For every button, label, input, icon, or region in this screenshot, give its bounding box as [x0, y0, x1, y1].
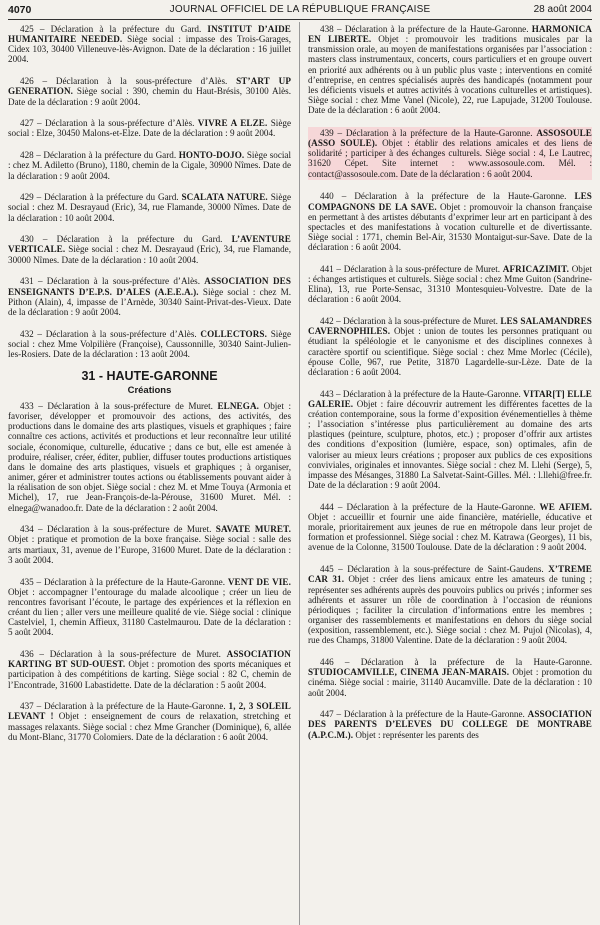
section-heading: 31 - HAUTE-GARONNE [81, 368, 218, 383]
declaration-entry: 435 – Déclaration à la préfecture de la Haute-Garonne. VENT DE VIE. Objet : accompagner l’entourage du malade alcoolique ; créer un lieu de rencontres favorisant l’écoute, le partage des expériences et la réflexion en créant du lien ; aller vers une meilleure qualité de vie. Siège social : clinique Castelviel, 1, chemin Affieux, 31180 Castelmaurou. Date de la déclaration : 5 août 2004. [8, 576, 291, 638]
declaration-entry: 426 – Déclaration à la sous-préfecture d’Alès. ST’ART UP GENERATION. Siège social : 390, chemin du Haut-Brésis, 30100 Alès. Date de la déclaration : 9 août 2004. [8, 76, 291, 107]
entries-before-section [8, 24, 291, 359]
declaration-entry: 446 – Déclaration à la préfecture de la Haute-Garonne. STUDIOCAMVILLE, CINEMA JEAN-MARAIS. Objet : promotion du cinéma. Siège social : mairie, 31140 Aucamville. Date de la déclaration : 10 août 2004. [308, 657, 592, 698]
journal-title: JOURNAL OFFICIEL DE LA RÉPUBLIQUE FRANÇAISE [169, 4, 431, 15]
header-rule [8, 19, 592, 20]
subsection-heading: Créations [127, 384, 172, 396]
declaration-entry: 442 – Déclaration à la sous-préfecture de Muret. LES SALAMANDRES CAVERNOPHILES. Objet : union de toutes les personnes pratiquant ou étudiant la spéléologie et le canyonisme et des disciplines connexes à caractère sportif ou scientifique. Siège social : chez Mme Morlec (Cécile), épouse Colle, 967, rue Petite, 31870 Lagardelle-sur-Lèze. Date de la déclaration : 6 août 2004. [308, 316, 592, 377]
declaration-entry: 428 – Déclaration à la préfecture du Gard. HONTO-DOJO. Siège social : chez M. Adiletto (Bruno), 1180, chemin de la Cigale, 30900 Nîmes. Date de la déclaration : 9 août 2004. [8, 150, 291, 181]
declaration-entry: 432 – Déclaration à la sous-préfecture d’Alès. COLLECTORS. Siège social : chez Mme Volpilière (Françoise), Caussonnille, 30340 Saint-Julien-les-Rosiers. Date de la déclaration : 13 août 2004. [8, 328, 291, 359]
declaration-entry: 437 – Déclaration à la préfecture de la Haute-Garonne. 1, 2, 3 SOLEIL LEVANT ! Objet : enseignement de cours de relaxation, stretching et massages relaxants. Siège social : chez Mme Grancher (Dominique), 6, allée du Mont-Blanc, 31770 Colomiers. Date de la déclaration : 6 août 2004. [8, 701, 291, 742]
right-column [308, 24, 592, 925]
declaration-entry: 438 – Déclaration à la préfecture de la Haute-Garonne. HARMONICA EN LIBERTE. Objet : promouvoir les traditions musicales par la transmission orale, au moyen de manifestations organisées par l’association : masters class instrumentaux, concerts, cours particuliers et en groupe ouvert en priorité aux adhérents ou à un public plus vaste ; interventions en comité d’entreprise, en centres spécialisés auprès des handicapés (notamment pour les déficients visuels et autres activités à vocations culturelles et artistiques). Siège social : chez Mme Vanel (Nicole), 22, rue Lapujade, 31200 Toulouse. Date de la déclaration : 6 août 2004. [308, 24, 592, 116]
declaration-entry: 441 – Déclaration à la sous-préfecture de Muret. AFRICAZIMIT. Objet : échanges artistiques et culturels. Siège social : chez Mme Guiton (Sandrine-Elina), 13, rue Porte-Sensac, 31310 Montesquieu-Volvestre. Date de la déclaration : 6 août 2004. [308, 263, 592, 305]
declaration-entry: 429 – Déclaration à la préfecture du Gard. SCALATA NATURE. Siège social : chez M. Desrayaud (Eric), 34, rue Flamande, 30000 Nîmes. Date de la déclaration : 10 août 2004. [8, 192, 291, 223]
declaration-entry: 433 – Déclaration à la sous-préfecture de Muret. ELNEGA. Objet : favoriser, développer et promouvoir des actions, des activités, des productions dans le domaine des arts plastiques, visuels et graphiques ; faire connaître ces actions, activités et productions et leur reconnaître leur utilité sociale, économique, culturelle, éducative ; dans ce but, elle est amenée à produire, réaliser, créer, éditer, publier, diffuser toutes productions artistiques dans le domaine des arts plastiques, visuels et graphiques ; à organiser, animer, gérer et administrer toutes actions ou établissements pouvant aider à la réalisation de son objet. Siège social : chez M. et Mme Touya (Armonia et Michel), 17, rue Jean-François-de-la-Pérouse, 31600 Muret. Mél. : elnega@wanadoo.fr. Date de la déclaration : 2 août 2004. [8, 400, 291, 513]
left-column [8, 24, 291, 925]
declaration-entry: 443 – Déclaration à la préfecture de la Haute-Garonne. VITAR[T] ELLE GALERIE. Objet : faire découvrir autrement les différentes facettes de la création contemporaine, sous la forme d’exposition événementielles à thème ; l’association s’intéresse plus particulièrement au domaine des arts plastiques (peinture, sculpture, photos, etc.) ; proposer d’offrir aux artistes des conditions d’exposition (lumière, espace, son) optimales, afin de valoriser au mieux leurs créations ; proposer aux publics de ces expositions conviviales, originales et innovantes. Siège social : chez M. Llehi (Serge), 5, impasse des Mésanges, 31880 La Salvetat-Saint-Gilles. Mél. : l.llehi@free.fr. Date de la déclaration : 9 août 2004. [308, 388, 592, 491]
declaration-entry: 427 – Déclaration à la sous-préfecture d’Alès. VIVRE A ELZE. Siège social : Elze, 30450 Malons-et-Elze. Date de la déclaration : 9 août 2004. [8, 118, 291, 139]
declaration-entry: 425 – Déclaration à la préfecture du Gard. INSTITUT D’AIDE HUMANITAIRE NEEDED. Siège social : impasse des Trois-Garages, Cidex 103, 30400 Villeneuve-lès-Avignon. Date de la déclaration : 16 juillet 2004. [8, 24, 291, 65]
highlighted-declaration-entry: 439 – Déclaration à la préfecture de la Haute-Garonne. ASSOSOULE (ASSO SOULE). Objet : établir des relations amicales et des liens de solidarité ; participer à des échanges culturels. Siège social : 4, Le Lautrec, 31620 Cépet. Site internet : www.assosoule.com. Mél. : contact@assosoule.com. Date de la déclaration : 6 août 2004. [308, 127, 592, 180]
declaration-entry: 445 – Déclaration à la sous-préfecture de Saint-Gaudens. X’TREME CAR 31. Objet : créer des liens amicaux entre les amateurs de tuning ; représenter ses adhérents auprès des pouvoirs publics ou privés ; informer ses adhérents et assurer un rôle de coordination à l’occasion de réunions périodiques ; faciliter la circulation d’informations entre les membres ; organiser des rassemblements et manifestations en dehors du siège social (exposition, rassemblement, etc.). Siège social : chez M. Pujol (Nicolas), 4, rue des Champs, 31800 Valentine. Date de la déclaration : 9 août 2004. [308, 564, 592, 646]
column-divider [299, 22, 300, 925]
declaration-entry: 440 – Déclaration à la préfecture de la Haute-Garonne. LES COMPAGNONS DE LA SAVE. Objet : promouvoir la chanson française en permettant à des artistes débutants d’exprimer leur art en participant à des spectacles et des manifestations à vocation culturelle et de divertissante. Siège social : 1771, chemin Bel-Air, 31530 Montaigut-sur-Save. Date de la déclaration : 6 août 2004. [308, 191, 592, 253]
declaration-entry: 436 – Déclaration à la sous-préfecture de Muret. ASSOCIATION KARTING BT SUD-OUEST. Objet : promotion des sports mécaniques et participation à des compétitions de karting. Siège social : 82 C, chemin de l’Encontrade, 31600 Labastidette. Date de la déclaration : 5 août 2004. [8, 649, 291, 690]
page-number: 4070 [8, 4, 32, 16]
page-header [8, 4, 592, 18]
entries-after-section [8, 401, 291, 742]
declaration-entry: 431 – Déclaration à la sous-préfecture d’Alès. ASSOCIATION DES ENSEIGNANTS D’E.P.S. D’ALES (A.E.E.A.). Siège social : chez M. Pithon (Alain), 4, impasse de l’Arnède, 30340 Saint-Privat-des-Vieux. Date de la déclaration : 9 août 2004. [8, 276, 291, 317]
issue-date: 28 août 2004 [533, 4, 592, 15]
declaration-entry: 447 – Déclaration à la préfecture de la Haute-Garonne. ASSOCIATION DES PARENTS D’ELEVES DU COLLEGE DE MONTRABE (A.P.C.M.). Objet : représenter les parents des [308, 709, 592, 740]
declaration-entry: 434 – Déclaration à la sous-préfecture de Muret. SAVATE MURET. Objet : pratique et promotion de la boxe française. Siège social : salle des arts martiaux, 31, avenue de l’Europe, 31600 Muret. Date de la déclaration : 3 août 2004. [8, 524, 291, 565]
declaration-entry: 444 – Déclaration à la préfecture de la Haute-Garonne. WE AFIEM. Objet : accueillir et fournir une aide financière, matérielle, éducative et morale, prioritairement aux jeunes de rue en métropole dans leur projet de formation et professionnel. Siège social : chez M. Katrawa (Georges), 11 bis, avenue de la Colonne, 31500 Toulouse. Date de la déclaration : 9 août 2004. [308, 501, 592, 553]
declaration-entry: 430 – Déclaration à la préfecture du Gard. L’AVENTURE VERTICALE. Siège social : chez M. Desrayaud (Eric), 34, rue Flamande, 30000 Nîmes. Date de la déclaration : 10 août 2004. [8, 234, 291, 265]
